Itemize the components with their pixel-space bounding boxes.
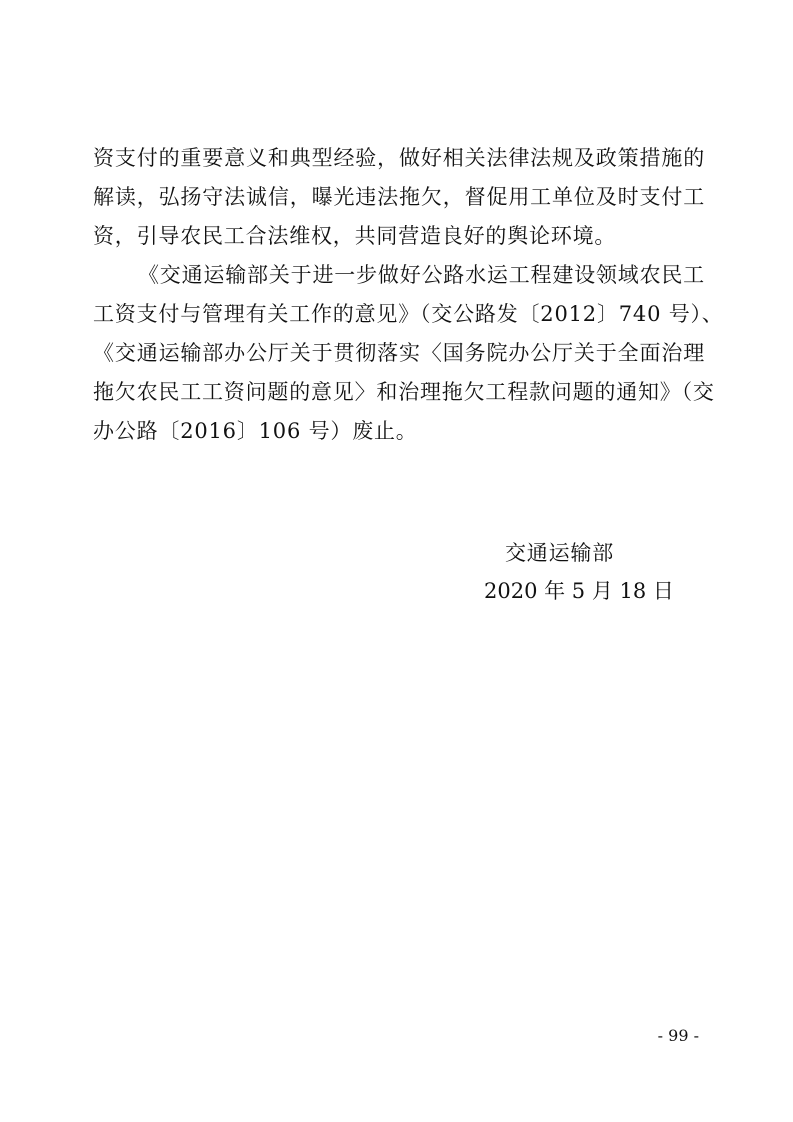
body-line-6: 《交通运输部办公厅关于贯彻落实〈国务院办公厅关于全面治理 [93,341,705,365]
body-line-3: 资，引导农民工合法维权，共同营造良好的舆论环境。 [93,224,617,248]
body-line-4: 《交通运输部关于进一步做好公路水运工程建设领域农民工 [138,263,705,287]
page-number: - 99 - [657,1026,699,1045]
signature-organization: 交通运输部 [505,541,614,565]
body-line-1: 资支付的重要意义和典型经验，做好相关法律法规及政策措施的 [93,146,705,170]
body-line-2: 解读，弘扬守法诚信，曝光违法拖欠，督促用工单位及时支付工 [93,185,705,209]
body-line-8: 办公路〔2016〕106 号）废止。 [93,419,418,443]
body-line-7: 拖欠农民工工资问题的意见〉和治理拖欠工程款问题的通知》（交 [93,380,715,404]
signature-date: 2020 年 5 月 18 日 [484,579,674,603]
body-line-5: 工资支付与管理有关工作的意见》（交公路发〔2012〕740 号）、 [93,302,724,326]
